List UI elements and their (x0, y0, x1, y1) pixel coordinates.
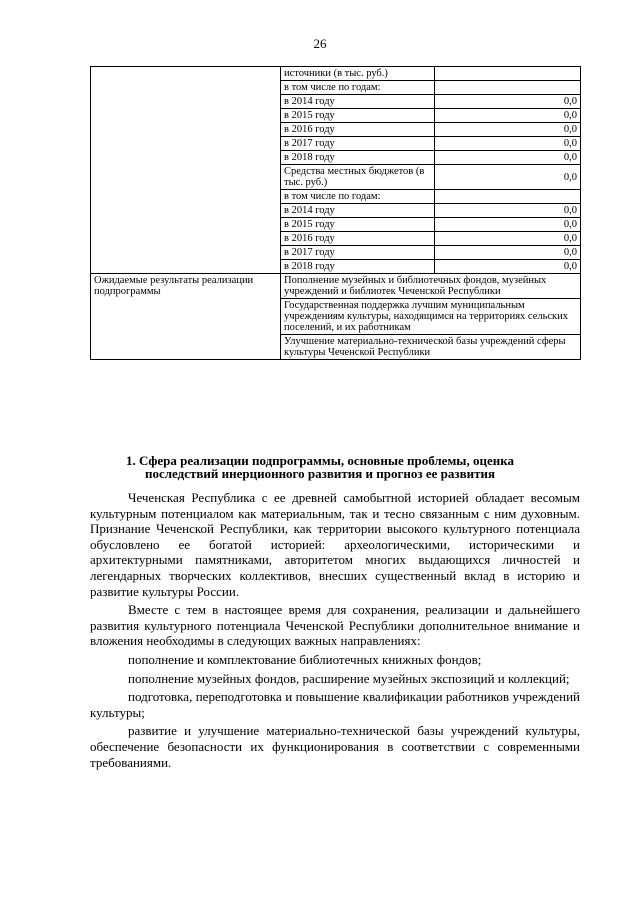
row-label: в 2014 году (281, 95, 435, 109)
row-value: 0,0 (435, 232, 581, 246)
result-item: Государственная поддержка лучшим муниципальным учреждениям культуры, находящимся на территориях сельских поселений, и их работникам (281, 299, 581, 335)
result-item: Пополнение музейных и библиотечных фондов, музейных учреждений и библиотек Чеченской Республики (281, 274, 581, 299)
financing-table (90, 66, 581, 360)
row-label: в том числе по годам: (281, 190, 435, 204)
section-heading (0, 454, 640, 480)
row-label: Средства местных бюджетов (в тыс. руб.) (281, 165, 435, 190)
row-value: 0,0 (435, 204, 581, 218)
heading-line-1: 1. Сфера реализации подпрограммы, основные проблемы, оценка (125, 453, 514, 468)
row-value: 0,0 (435, 260, 581, 274)
results-label: Ожидаемые результаты реализации подпрограммы (91, 274, 281, 360)
row-label: в 2016 году (281, 232, 435, 246)
row-value: 0,0 (435, 246, 581, 260)
row-value: 0,0 (435, 123, 581, 137)
row-label: в 2016 году (281, 123, 435, 137)
table-row (91, 67, 581, 81)
row-label: в 2015 году (281, 109, 435, 123)
row-label: в том числе по годам: (281, 81, 435, 95)
row-label: в 2017 году (281, 137, 435, 151)
row-value (435, 190, 581, 204)
paragraph: развитие и улучшение материально-технической базы учреждений культуры, обеспечение безопасности их функционирования в соответствии с современными требованиями. (90, 723, 580, 770)
row-value: 0,0 (435, 137, 581, 151)
result-item: Улучшение материально-технической базы учреждений сферы культуры Чеченской Республики (281, 335, 581, 360)
paragraph: Чеченская Республика с ее древней самобытной историей обладает весомым культурным потенциалом как материальным, так и тесно связанным с ним духовным. Признание Чеченской Республики, как территории высокого культурного потенциала обусловлено ее богатой историей: археологическими, историческими и архитектурными памятниками, авторитетом многих выдающихся личностей и легендарных творческих коллективов, внесших существенный вклад в историю и развитие культуры России. (90, 490, 580, 599)
row-label: в 2015 году (281, 218, 435, 232)
page-number: 26 (313, 36, 327, 51)
row-label: в 2014 году (281, 204, 435, 218)
row-value: 0,0 (435, 109, 581, 123)
paragraph: пополнение и комплектование библиотечных книжных фондов; (128, 651, 482, 667)
row-label: в 2018 году (281, 151, 435, 165)
paragraph: пополнение музейных фондов, расширение музейных экспозиций и коллекций; (128, 670, 570, 686)
row-value (435, 67, 581, 81)
table-row (91, 274, 581, 299)
row-label: источники (в тыс. руб.) (281, 67, 435, 81)
heading-line-2: последствий инерционного развития и прогноз ее развития (144, 466, 496, 481)
row-value: 0,0 (435, 95, 581, 109)
row-value: 0,0 (435, 165, 581, 190)
row-label: в 2018 году (281, 260, 435, 274)
paragraph: Вместе с тем в настоящее время для сохранения, реализации и дальнейшего развития культурного потенциала Чеченской Республики дополнительное внимание и вложения необходимы в следующих важных направлениях: (90, 602, 580, 649)
row-value (435, 81, 581, 95)
empty-left-cell (91, 67, 281, 274)
paragraph: подготовка, переподготовка и повышение квалификации работников учреждений культуры; (90, 689, 580, 720)
section-body (90, 490, 580, 773)
row-label: в 2017 году (281, 246, 435, 260)
row-value: 0,0 (435, 151, 581, 165)
row-value: 0,0 (435, 218, 581, 232)
